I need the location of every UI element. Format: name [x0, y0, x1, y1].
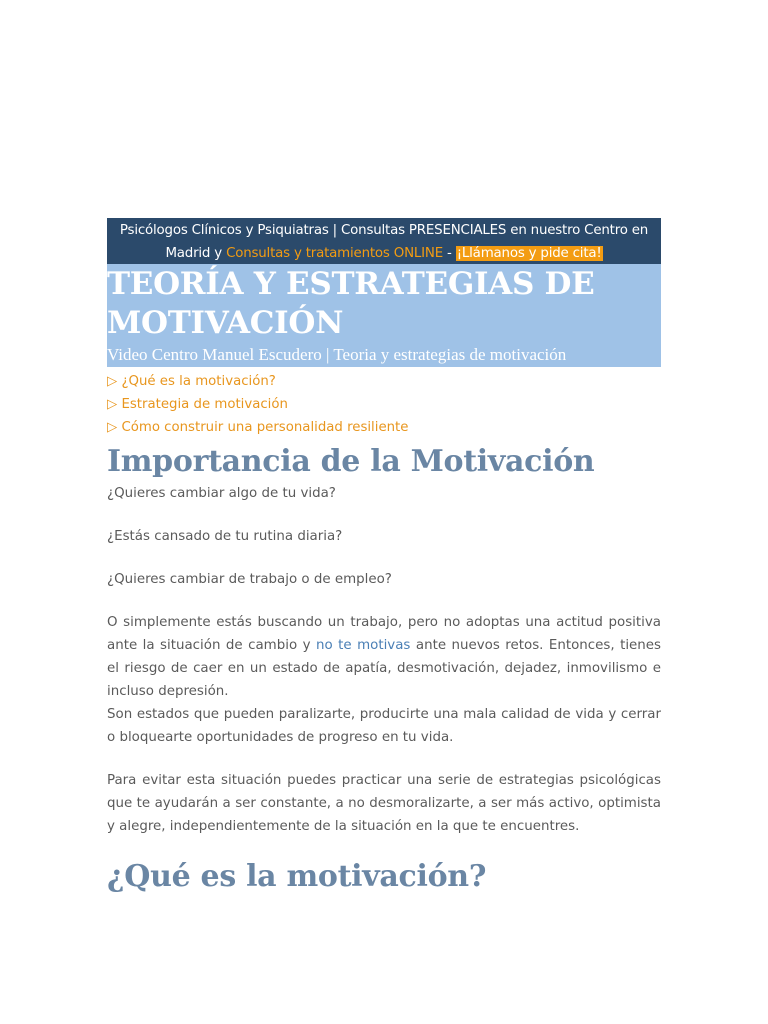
paragraph-1	[107, 611, 661, 703]
toc-item-motivation-strategy[interactable]: ▷ Estrategia de motivación	[107, 397, 288, 412]
video-caption: Video Centro Manuel Escudero | Teoria y estrategias de motivación	[107, 345, 567, 364]
toc-item-what-is-motivation[interactable]: ▷ ¿Qué es la motivación?	[107, 374, 276, 389]
toc-item-resilient-personality[interactable]: ▷ Cómo construir una personalidad resiliente	[107, 420, 409, 435]
question-1: ¿Quieres cambiar algo de tu vida?	[107, 486, 336, 501]
section-body	[107, 482, 661, 838]
online-consult-link[interactable]: Consultas y tratamientos ONLINE	[226, 246, 443, 261]
table-of-contents	[107, 370, 661, 439]
paragraph-2: Son estados que pueden paralizarte, producirte una mala calidad de vida y cerrar o bloquearte oportunidades de progreso en tu vida.	[107, 707, 661, 745]
page-title-line-2: MOTIVACIÓN	[107, 305, 344, 341]
page-title	[107, 264, 661, 343]
article	[107, 218, 661, 897]
no-te-motivas-link[interactable]: no te motivas	[316, 638, 411, 653]
paragraph-1-end: ante nuevos retos. Entonces, tienes el riesgo de caer en un estado de apatía, desmotivación, dejadez, inmovilismo e incluso depresión.	[107, 638, 661, 699]
banner-line-1: Psicólogos Clínicos y Psiquiatras | Consultas PRESENCIALES en nuestro Centro en	[119, 223, 649, 238]
banner-line-2	[107, 242, 661, 265]
contact-banner	[107, 218, 661, 264]
paragraph-1-start: O simplemente estás buscando un trabajo, pero no adoptas una actitud positiva ante la situación de cambio y	[107, 615, 661, 653]
question-2: ¿Estás cansado de tu rutina diaria?	[107, 529, 343, 544]
page-title-line-1: TEORÍA Y ESTRATEGIAS DE	[107, 266, 595, 302]
paragraph-3: Para evitar esta situación puedes practicar una serie de estrategias psicológicas que te ayudarán a ser constante, a no desmoralizarte, a ser más activo, optimista y alegre, independientemente de la situación en la que te encuentres.	[107, 773, 661, 834]
question-3: ¿Quieres cambiar de trabajo o de empleo?	[107, 572, 392, 587]
banner-prefix: Madrid y	[165, 246, 227, 261]
title-block	[107, 264, 661, 367]
banner-separator: -	[442, 246, 456, 261]
section-heading-what-is-motivation: ¿Qué es la motivación?	[107, 859, 487, 894]
section-heading-importance: Importancia de la Motivación	[107, 444, 595, 479]
call-cta-link[interactable]: ¡Llámanos y pide cita!	[456, 246, 602, 261]
